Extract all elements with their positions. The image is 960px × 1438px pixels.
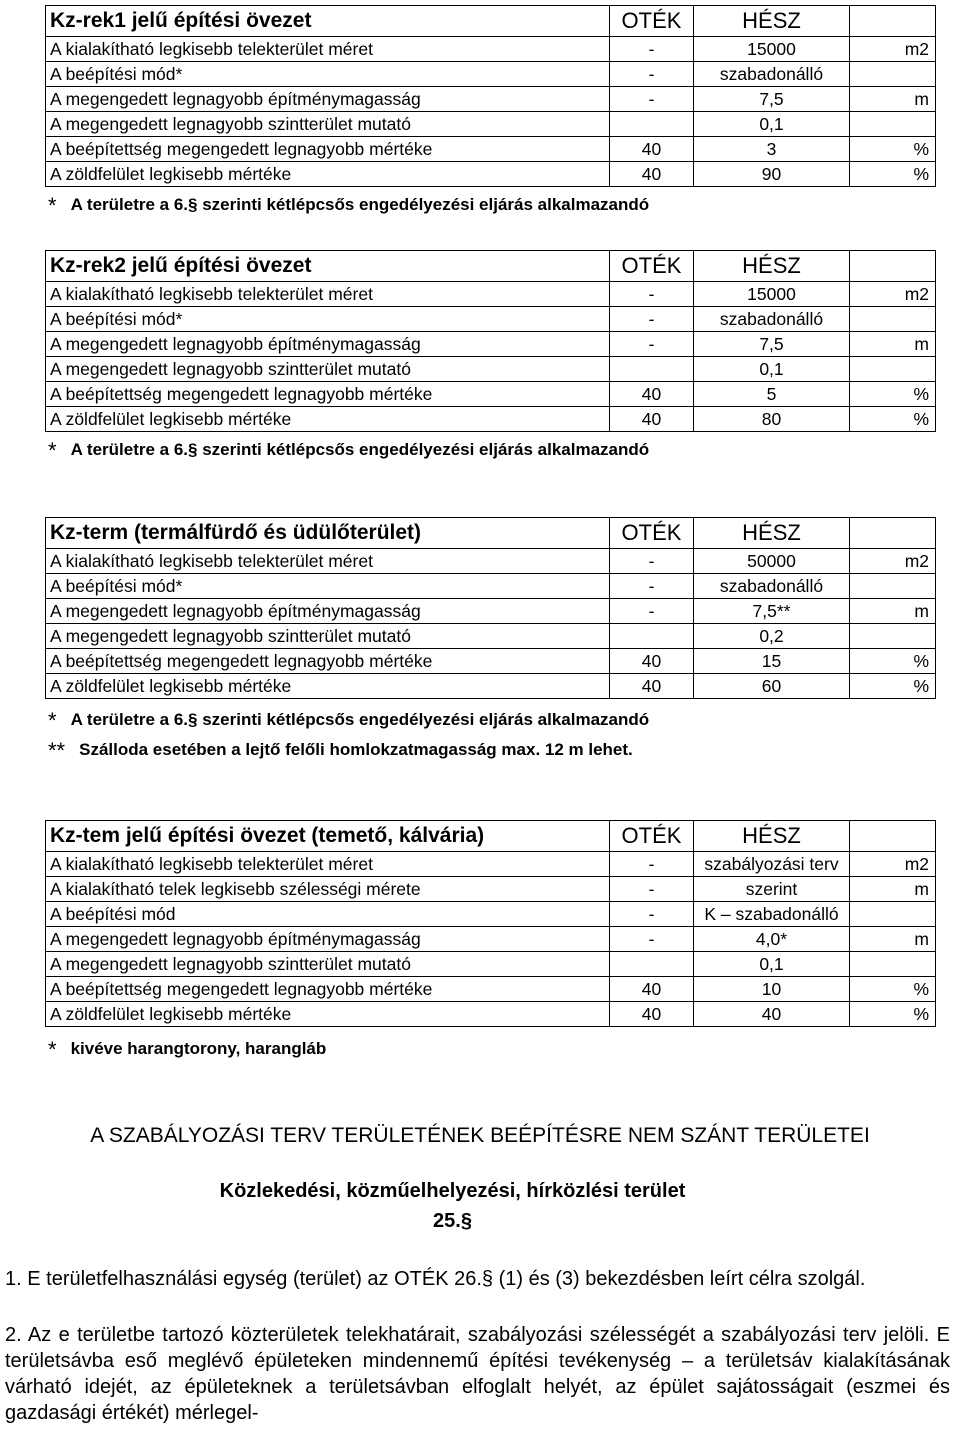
table-header-row [46,6,936,37]
paragraph-number: 25.§ [433,1210,472,1232]
table-title: Kz-tem jelű építési övezet (temető, kálvária) [46,821,610,852]
col-unit [850,518,936,549]
footnote-text: A területre a 6.§ szerinti kétlépcsős engedélyezési eljárás alkalmazandó [70,195,650,214]
row-label: A kialakítható legkisebb telekterület méret [46,282,610,307]
col-unit [850,821,936,852]
hész-value: szerint [694,877,850,902]
row-label: A megengedett legnagyobb építménymagasság [46,927,610,952]
row-label: A zöldfelület legkisebb mértéke [46,407,610,432]
row-label: A beépítési mód* [46,307,610,332]
table-row [46,574,936,599]
unit-value [850,112,936,137]
table-row [46,332,936,357]
oték-value: - [610,877,694,902]
hész-value: 15000 [694,282,850,307]
zone-table-kz-rek1 [45,5,936,187]
unit-value: m [850,927,936,952]
oték-value [610,357,694,382]
unit-value: % [850,649,936,674]
unit-value: % [850,1002,936,1027]
col-oték: OTÉK [610,821,694,852]
table-row [46,62,936,87]
table-row [46,599,936,624]
hész-value: 40 [694,1002,850,1027]
col-oték: OTÉK [610,6,694,37]
row-label: A zöldfelület legkisebb mértéke [46,162,610,187]
col-hész: HÉSZ [694,821,850,852]
col-hész: HÉSZ [694,251,850,282]
hész-value: 0,1 [694,357,850,382]
unit-value: % [850,977,936,1002]
row-label: A beépítettség megengedett legnagyobb mértéke [46,977,610,1002]
table-row [46,649,936,674]
row-label: A megengedett legnagyobb szintterület mutató [46,624,610,649]
oték-value: - [610,927,694,952]
unit-value: m [850,599,936,624]
unit-value: % [850,137,936,162]
col-hész: HÉSZ [694,6,850,37]
paragraph-1: 1. E területfelhasználási egység (terület) az OTÉK 26.§ (1) és (3) bekezdésben leírt célra szolgál. [5,1268,866,1290]
footnote-text: kivéve harangtorony, harangláb [70,1039,327,1058]
footnote-text: A területre a 6.§ szerinti kétlépcsős engedélyezési eljárás alkalmazandó [70,710,650,729]
row-label: A beépítési mód* [46,62,610,87]
oték-value: - [610,62,694,87]
hész-value: 90 [694,162,850,187]
footnote [48,708,649,734]
oték-value: - [610,852,694,877]
table-title: Kz-rek1 jelű építési övezet [46,6,610,37]
hész-value: 15 [694,649,850,674]
oték-value: - [610,574,694,599]
oték-value: - [610,282,694,307]
unit-value [850,357,936,382]
unit-value [850,62,936,87]
footnote-text: A területre a 6.§ szerinti kétlépcsős engedélyezési eljárás alkalmazandó [70,440,650,459]
oték-value: 40 [610,382,694,407]
unit-value [850,902,936,927]
table-header-row [46,251,936,282]
table-title: Kz-rek2 jelű építési övezet [46,251,610,282]
oték-value [610,112,694,137]
oték-value: - [610,549,694,574]
hész-value: 10 [694,977,850,1002]
unit-value [850,574,936,599]
footnote [48,438,649,464]
oték-value: 40 [610,407,694,432]
row-label: A megengedett legnagyobb építménymagasság [46,599,610,624]
row-label: A beépítési mód [46,902,610,927]
row-label: A beépítési mód* [46,574,610,599]
oték-value: 40 [610,977,694,1002]
row-label: A kialakítható legkisebb telekterület méret [46,37,610,62]
paragraph-2: 2. Az e területbe tartozó közterületek telekhatárait, szabályozási szélességét a szabályozási terv jelöli. E területsávba eső meglévő épületeken mindennemű építési tevékenység – a területsáv kialakításának várható idejét, az épületeknek a területsávban elfoglalt helyét, az épület sajátosságait (eszmei és gazdasági értékét) mérlegel- [5,1324,950,1424]
footnote-mark: * [48,708,57,733]
row-label: A megengedett legnagyobb szintterület mutató [46,952,610,977]
footnote-text: Szálloda esetében a lejtő felőli homlokzatmagasság max. 12 m lehet. [79,740,633,759]
oték-value: 40 [610,674,694,699]
table-row [46,624,936,649]
table-row [46,112,936,137]
table-header-row [46,821,936,852]
hész-value: 3 [694,137,850,162]
hész-value: szabályozási terv [694,852,850,877]
zone-table-kz-tem [45,820,936,1027]
table-row [46,977,936,1002]
footnote [48,1037,326,1063]
table-row [46,877,936,902]
footnote [48,193,649,219]
col-unit [850,251,936,282]
col-unit [850,6,936,37]
table-row [46,357,936,382]
footnote-mark: * [48,193,57,218]
oték-value: - [610,332,694,357]
zone-table-kz-rek2 [45,250,936,432]
hész-value: 0,1 [694,952,850,977]
hész-value: 0,2 [694,624,850,649]
footnote-mark: ** [48,738,66,763]
unit-value [850,624,936,649]
oték-value: - [610,307,694,332]
footnote [48,738,633,764]
hész-value: 7,5 [694,332,850,357]
hész-value: 80 [694,407,850,432]
oték-value: 40 [610,162,694,187]
hész-value: 15000 [694,37,850,62]
table-row [46,852,936,877]
footnote-mark: * [48,438,57,463]
table-title: Kz-term (termálfürdő és üdülőterület) [46,518,610,549]
unit-value: m2 [850,37,936,62]
table-row [46,674,936,699]
row-label: A zöldfelület legkisebb mértéke [46,1002,610,1027]
oték-value: 40 [610,137,694,162]
table-row [46,37,936,62]
table-row [46,407,936,432]
unit-value: % [850,382,936,407]
section-title: A SZABÁLYOZÁSI TERV TERÜLETÉNEK BEÉPÍTÉSRE NEM SZÁNT TERÜLETEI [90,1124,870,1147]
row-label: A kialakítható legkisebb telekterület méret [46,852,610,877]
table-row [46,87,936,112]
unit-value: m [850,877,936,902]
table-row [46,927,936,952]
col-hész: HÉSZ [694,518,850,549]
oték-value: - [610,599,694,624]
unit-value: m2 [850,852,936,877]
table-row [46,902,936,927]
oték-value: 40 [610,1002,694,1027]
unit-value: m2 [850,549,936,574]
unit-value: % [850,162,936,187]
hész-value: 0,1 [694,112,850,137]
table-row [46,307,936,332]
row-label: A beépítettség megengedett legnagyobb mértéke [46,649,610,674]
hész-value: 7,5** [694,599,850,624]
unit-value: % [850,407,936,432]
hész-value: szabadonálló [694,62,850,87]
table-row [46,137,936,162]
row-label: A kialakítható telek legkisebb szélességi mérete [46,877,610,902]
hész-value: 4,0* [694,927,850,952]
row-label: A megengedett legnagyobb építménymagasság [46,332,610,357]
table-row [46,282,936,307]
oték-value: - [610,87,694,112]
row-label: A kialakítható legkisebb telekterület méret [46,549,610,574]
row-label: A beépítettség megengedett legnagyobb mértéke [46,137,610,162]
oték-value [610,624,694,649]
table-row [46,952,936,977]
hész-value: 60 [694,674,850,699]
hész-value: szabadonálló [694,307,850,332]
row-label: A megengedett legnagyobb építménymagasság [46,87,610,112]
hész-value: szabadonálló [694,574,850,599]
hész-value: 5 [694,382,850,407]
unit-value: m [850,87,936,112]
table-row [46,549,936,574]
row-label: A megengedett legnagyobb szintterület mutató [46,357,610,382]
table-row [46,1002,936,1027]
hész-value: 7,5 [694,87,850,112]
oték-value: 40 [610,649,694,674]
unit-value [850,307,936,332]
col-oték: OTÉK [610,251,694,282]
unit-value: % [850,674,936,699]
unit-value [850,952,936,977]
section-subtitle: Közlekedési, közműelhelyezési, hírközlési terület [219,1180,686,1202]
footnote-mark: * [48,1037,57,1062]
table-row [46,162,936,187]
hész-value: 50000 [694,549,850,574]
unit-value: m2 [850,282,936,307]
table-row [46,382,936,407]
zone-table-kz-term [45,517,936,699]
table-header-row [46,518,936,549]
hész-value: K – szabadonálló [694,902,850,927]
col-oték: OTÉK [610,518,694,549]
oték-value: - [610,37,694,62]
oték-value [610,952,694,977]
row-label: A beépítettség megengedett legnagyobb mértéke [46,382,610,407]
unit-value: m [850,332,936,357]
row-label: A zöldfelület legkisebb mértéke [46,674,610,699]
oték-value: - [610,902,694,927]
row-label: A megengedett legnagyobb szintterület mutató [46,112,610,137]
